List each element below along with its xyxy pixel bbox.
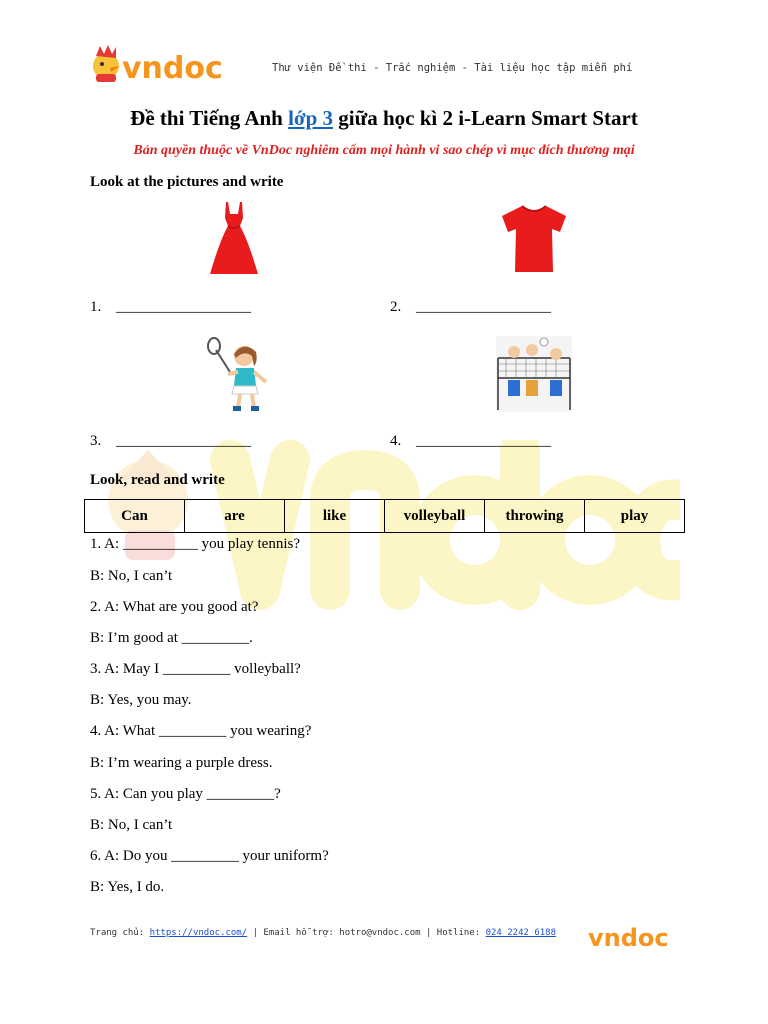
word-bank-cell: volleyball xyxy=(385,500,485,533)
question-1-a: 1. A: __________ you play tennis? xyxy=(90,536,300,552)
blank-item-4 xyxy=(390,433,551,450)
question-3-b: B: Yes, you may. xyxy=(90,692,192,708)
item-number: 2. xyxy=(390,299,402,315)
page-title xyxy=(0,106,768,131)
question-4-a: 4. A: What _________ you wearing? xyxy=(90,723,312,739)
item-number: 3. xyxy=(90,433,102,449)
question-2-a: 2. A: What are you good at? xyxy=(90,599,259,615)
footer-logo-text: vndoc xyxy=(588,924,669,952)
footer-contact: | Email hỗ trợ: hotro@vndoc.com | Hotline: xyxy=(247,928,486,938)
page-header xyxy=(88,42,688,92)
logo-text: vndoc xyxy=(122,51,223,86)
word-bank-cell: play xyxy=(585,500,685,533)
question-4-b: B: I’m wearing a purple dress. xyxy=(90,755,273,771)
badminton-girl-picture xyxy=(200,336,272,414)
section2-heading: Look, read and write xyxy=(90,472,225,488)
item-number: 1. xyxy=(90,299,102,315)
answer-blank[interactable]: __________________ xyxy=(416,433,551,449)
grade-link[interactable]: lớp 3 xyxy=(288,106,334,130)
section1-heading: Look at the pictures and write xyxy=(90,174,284,190)
footer-hotline-link[interactable]: 024 2242 6188 xyxy=(485,928,557,938)
blank-item-3 xyxy=(90,433,251,450)
question-2-b: B: I’m good at _________. xyxy=(90,630,253,646)
vndoc-logo[interactable] xyxy=(88,42,238,87)
dress-picture xyxy=(206,200,262,278)
footer-vndoc-logo[interactable] xyxy=(588,924,680,952)
word-bank-cell: like xyxy=(285,500,385,533)
blank-item-2 xyxy=(390,299,551,316)
title-after: giữa học kì 2 i-Learn Smart Start xyxy=(333,106,638,130)
answer-blank[interactable]: __________________ xyxy=(416,299,551,315)
word-bank-cell: Can xyxy=(85,500,185,533)
footer-home-link[interactable]: https://vndoc.com/ xyxy=(149,928,248,938)
question-6-a: 6. A: Do you _________ your uniform? xyxy=(90,848,329,864)
volleyball-picture xyxy=(496,336,572,412)
question-1-b: B: No, I can’t xyxy=(90,568,173,584)
question-5-a: 5. A: Can you play _________? xyxy=(90,786,281,802)
footer-home-label: Trang chủ: xyxy=(90,928,150,938)
question-3-a: 3. A: May I _________ volleyball? xyxy=(90,661,301,677)
word-bank-cell: are xyxy=(185,500,285,533)
header-tagline: Thư viện Đề thi - Trắc nghiệm - Tài liệu học tập miễn phí xyxy=(272,62,633,74)
word-bank-cell: throwing xyxy=(485,500,585,533)
question-6-b: B: Yes, I do. xyxy=(90,879,165,895)
page-footer xyxy=(90,927,560,939)
answer-blank[interactable]: __________________ xyxy=(116,299,251,315)
tshirt-picture xyxy=(498,202,570,274)
title-before: Đề thi Tiếng Anh xyxy=(130,106,289,130)
item-number: 4. xyxy=(390,433,402,449)
blank-item-1 xyxy=(90,299,251,316)
answer-blank[interactable]: __________________ xyxy=(116,433,251,449)
question-5-b: B: No, I can’t xyxy=(90,817,173,833)
word-bank-table xyxy=(84,499,685,533)
copyright-notice: Bản quyền thuộc về VnDoc nghiêm cấm mọi hành vi sao chép vì mục đích thương mại xyxy=(133,143,635,158)
